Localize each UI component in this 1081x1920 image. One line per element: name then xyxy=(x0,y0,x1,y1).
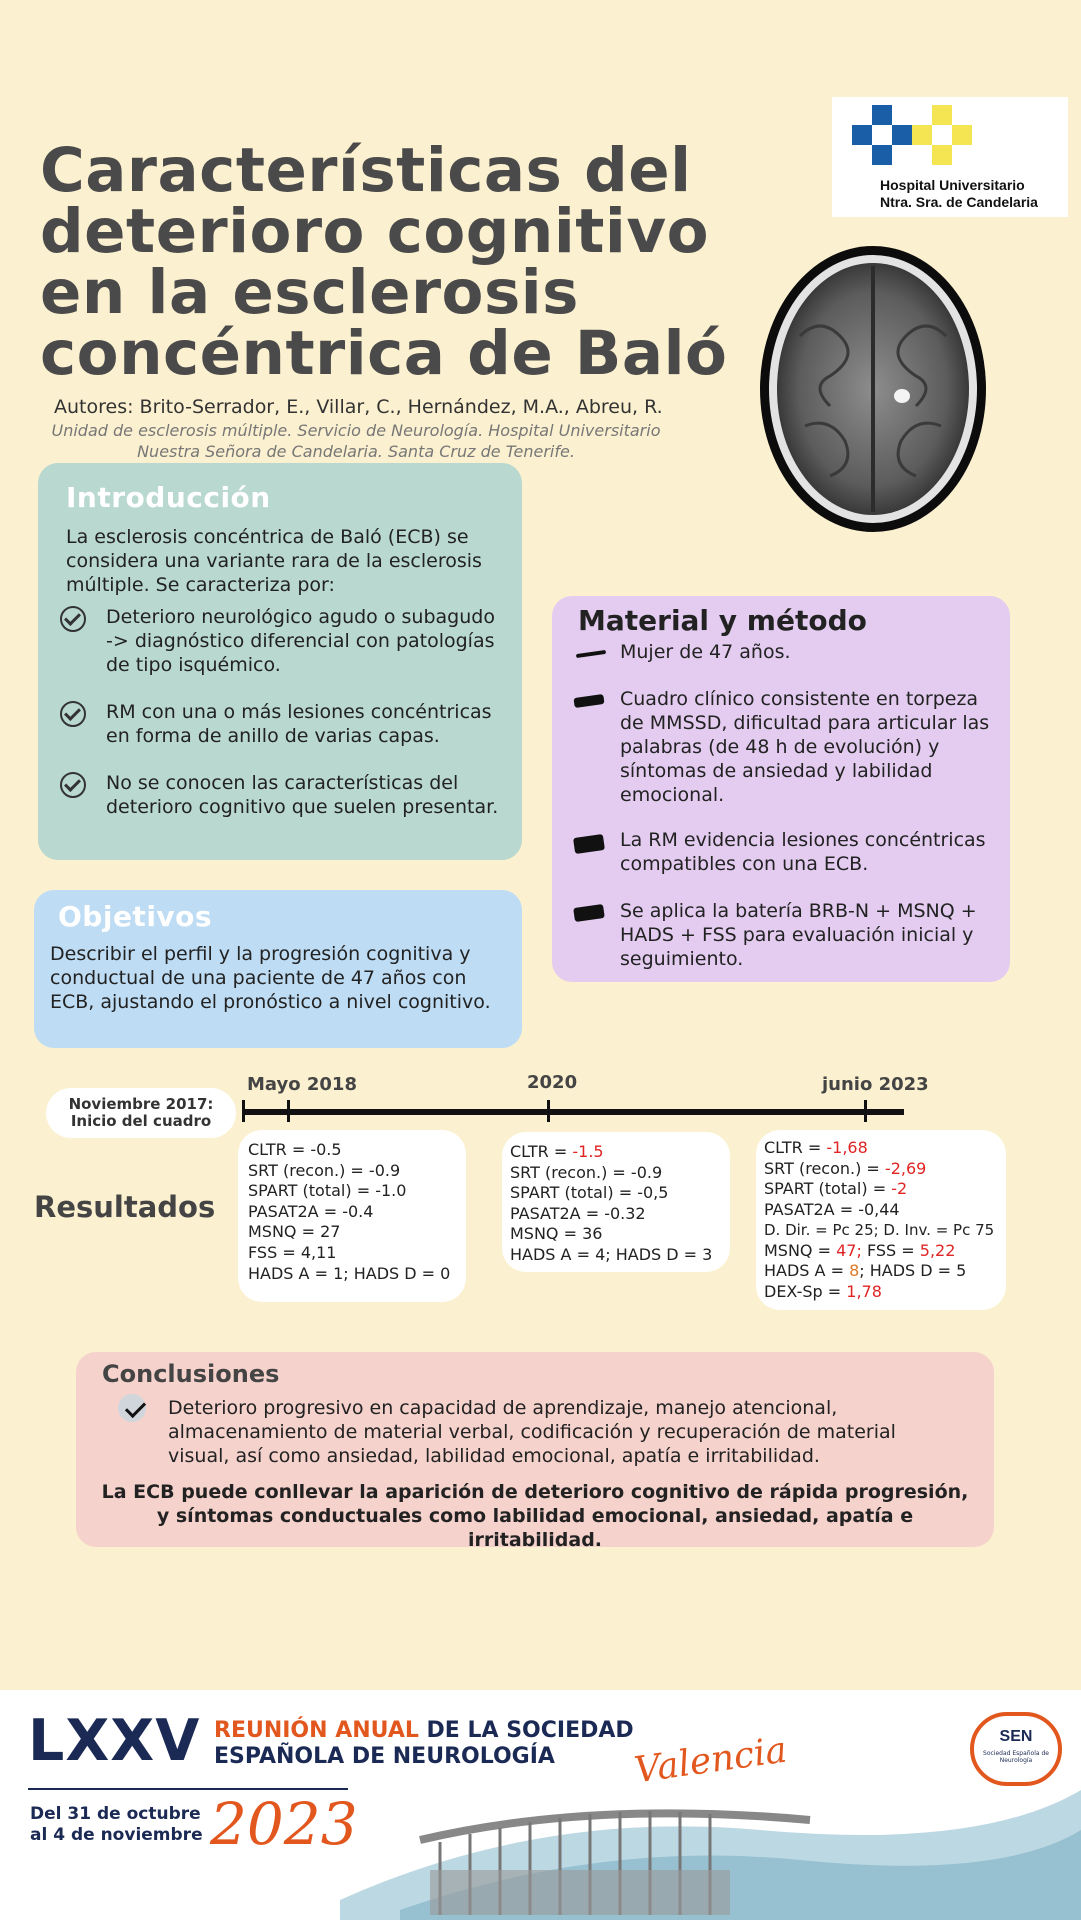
metodo-section xyxy=(552,596,1010,982)
congress-dates-line2: al 4 de noviembre xyxy=(30,1825,203,1845)
brush-stroke-icon xyxy=(573,694,604,708)
result-line: MSNQ = 27 xyxy=(248,1222,341,1241)
result-line: CLTR = -0.5 xyxy=(248,1140,342,1159)
results-card-2020 xyxy=(502,1132,730,1272)
congress-banner xyxy=(0,1690,1081,1920)
poster-title: Características del deterioro cognitivo en la esclerosis concéntrica de Baló xyxy=(40,135,728,389)
check-circle-icon xyxy=(60,606,86,632)
sen-logo-text: SEN xyxy=(999,1728,1033,1745)
timeline-tick xyxy=(547,1100,550,1122)
check-circle-icon xyxy=(60,701,86,727)
result-line: SPART (total) = -1.0 xyxy=(248,1181,407,1200)
logo-square xyxy=(932,105,952,125)
conclusiones-section xyxy=(76,1352,994,1551)
result-line: SRT (recon.) = -0.9 xyxy=(510,1163,663,1182)
logo-square xyxy=(932,145,952,165)
result-highlight: -2,69 xyxy=(884,1159,927,1178)
logo-square xyxy=(872,105,892,125)
congress-dates-line1: Del 31 de octubre xyxy=(30,1804,201,1824)
result-highlight: -2 xyxy=(891,1179,908,1198)
metodo-item: Cuadro clínico consistente en torpeza de MMSSD, dificultad para articular las palabras (de 48 h de evolución) y síntomas de ansiedad y labilidad emocional. xyxy=(620,688,990,806)
result-line: SPART (total) = -0,5 xyxy=(510,1183,669,1202)
introduccion-text: La esclerosis concéntrica de Baló (ECB) se considera una variante rara de la esclerosis múltiple. Se caracteriza por: xyxy=(66,526,482,596)
timeline-start-line2: Inicio del cuadro xyxy=(70,1112,212,1130)
introduccion-title: Introducción xyxy=(66,481,271,514)
affiliation: Unidad de esclerosis múltiple. Servicio de Neurología. Hospital Universitario Nuestra Señora de Candelaria. Santa Cruz de Tenerife. xyxy=(51,421,661,461)
result-line: FSS = 4,11 xyxy=(248,1243,337,1262)
result-highlight: -1,68 xyxy=(826,1138,868,1157)
logo-square xyxy=(852,125,872,145)
result-text: CLTR = xyxy=(510,1142,573,1161)
result-text: CLTR = xyxy=(764,1138,827,1157)
timeline-start-line1: Noviembre 2017: xyxy=(68,1095,214,1113)
objetivos-title: Objetivos xyxy=(58,900,213,933)
result-line xyxy=(764,1261,966,1282)
result-highlight: -1.5 xyxy=(572,1142,604,1161)
brush-stroke-icon xyxy=(576,650,606,658)
metodo-title: Material y método xyxy=(578,604,867,637)
introduccion-item: Deterioro neurológico agudo o subagudo -> diagnóstico diferencial con patologías de tipo isquémico. xyxy=(106,606,495,676)
congress-name-line1 xyxy=(214,1718,634,1744)
result-line xyxy=(510,1142,604,1163)
objetivos-text: Describir el perfil y la progresión cognitiva y conductual de una paciente de 47 años con ECB, ajustando el pronóstico a nivel cognitivo. xyxy=(50,943,491,1013)
check-icon xyxy=(118,1394,146,1422)
resultados-label: Resultados xyxy=(34,1190,216,1224)
sen-logo xyxy=(970,1712,1062,1786)
result-line: HADS A = 1; HADS D = 0 xyxy=(248,1264,451,1283)
metodo-item: Se aplica la batería BRB-N + MSNQ + HADS + FSS para evaluación inicial y seguimiento. xyxy=(620,900,977,970)
results-card-junio2023 xyxy=(756,1130,1006,1310)
congress-name-part: DE LA SOCIEDAD xyxy=(418,1718,634,1743)
metodo-item: La RM evidencia lesiones concéntricas compatibles con una ECB. xyxy=(620,829,986,875)
result-highlight: 47; xyxy=(836,1241,862,1260)
hospital-name-line2: Ntra. Sra. de Candelaria xyxy=(880,194,1038,210)
timeline-label-junio2023: junio 2023 xyxy=(822,1074,929,1095)
logo-square xyxy=(912,125,932,145)
conclusiones-item: Deterioro progresivo en capacidad de aprendizaje, manejo atencional, almacenamiento de material verbal, codificación y recuperación de material visual, así como ansiedad, labilidad emocional, apatía e irritabilidad. xyxy=(168,1397,896,1467)
congress-name-line2: ESPAÑOLA DE NEUROLOGÍA xyxy=(214,1744,555,1769)
introduccion-section xyxy=(38,463,522,860)
results-card-mayo2018 xyxy=(238,1130,466,1302)
result-line: SRT (recon.) = -0.9 xyxy=(248,1161,401,1180)
congress-number: LXXV xyxy=(28,1708,201,1774)
timeline-tick xyxy=(242,1100,245,1122)
result-line xyxy=(764,1282,882,1303)
hospital-name xyxy=(880,177,1038,211)
introduccion-item: RM con una o más lesiones concéntricas en forma de anillo de varias capas. xyxy=(106,701,492,747)
sen-logo-subtext: Sociedad Española de Neurología xyxy=(983,1750,1049,1764)
result-text: SRT (recon.) = xyxy=(764,1159,885,1178)
hospital-logo xyxy=(832,97,1068,217)
mri-brain-scan-icon xyxy=(760,246,986,532)
result-highlight: 5,22 xyxy=(919,1241,956,1260)
timeline-tick xyxy=(287,1100,290,1122)
logo-square xyxy=(892,125,912,145)
timeline-label-mayo2018: Mayo 2018 xyxy=(247,1074,357,1095)
brush-stroke-icon xyxy=(573,834,605,854)
congress-dates xyxy=(30,1804,203,1846)
congress-name xyxy=(214,1718,634,1770)
result-highlight: 1,78 xyxy=(846,1282,882,1301)
conclusiones-title: Conclusiones xyxy=(102,1360,280,1388)
result-line: HADS A = 4; HADS D = 3 xyxy=(510,1245,713,1264)
congress-year: 2023 xyxy=(210,1790,358,1858)
result-highlight: 8 xyxy=(849,1261,860,1280)
result-line xyxy=(764,1179,907,1200)
check-circle-icon xyxy=(60,772,86,798)
result-line: D. Dir. = Pc 25; D. Inv. = Pc 75 xyxy=(764,1221,995,1239)
result-line xyxy=(764,1241,955,1262)
hospital-name-line1: Hospital Universitario xyxy=(880,177,1025,193)
introduccion-item: No se conocen las características del deterioro cognitivo que suelen presentar. xyxy=(106,772,499,818)
result-line: PASAT2A = -0.32 xyxy=(510,1204,646,1223)
timeline-tick xyxy=(864,1100,867,1122)
result-text: FSS = xyxy=(861,1241,920,1260)
result-text: MSNQ = xyxy=(764,1241,837,1260)
result-line xyxy=(764,1159,926,1180)
congress-name-part: REUNIÓN ANUAL xyxy=(214,1718,419,1743)
result-line: MSNQ = 36 xyxy=(510,1224,603,1243)
result-text: SPART (total) = xyxy=(764,1179,892,1198)
result-line: PASAT2A = -0,44 xyxy=(764,1200,900,1219)
result-text: HADS A = xyxy=(764,1261,850,1280)
timeline-label-2020: 2020 xyxy=(527,1072,578,1093)
logo-square xyxy=(872,145,892,165)
conclusiones-statement: La ECB puede conllevar la aparición de deterioro cognitivo de rápida progresión, y síntomas conductuales como labilidad emocional, ansiedad, apatía e irritabilidad. xyxy=(101,1481,969,1551)
result-line: PASAT2A = -0.4 xyxy=(248,1202,374,1221)
authors: Autores: Brito-Serrador, E., Villar, C., Hernández, M.A., Abreu, R. xyxy=(54,396,663,418)
result-text: DEX-Sp = xyxy=(764,1282,847,1301)
objetivos-section xyxy=(34,890,522,1048)
congress-city: Valencia xyxy=(631,1729,790,1792)
timeline-axis xyxy=(242,1109,904,1115)
brush-stroke-icon xyxy=(573,904,605,922)
result-text: ; HADS D = 5 xyxy=(859,1261,967,1280)
metodo-item: Mujer de 47 años. xyxy=(620,641,791,663)
logo-square xyxy=(952,125,972,145)
timeline-start xyxy=(46,1088,236,1138)
result-line xyxy=(764,1138,868,1159)
